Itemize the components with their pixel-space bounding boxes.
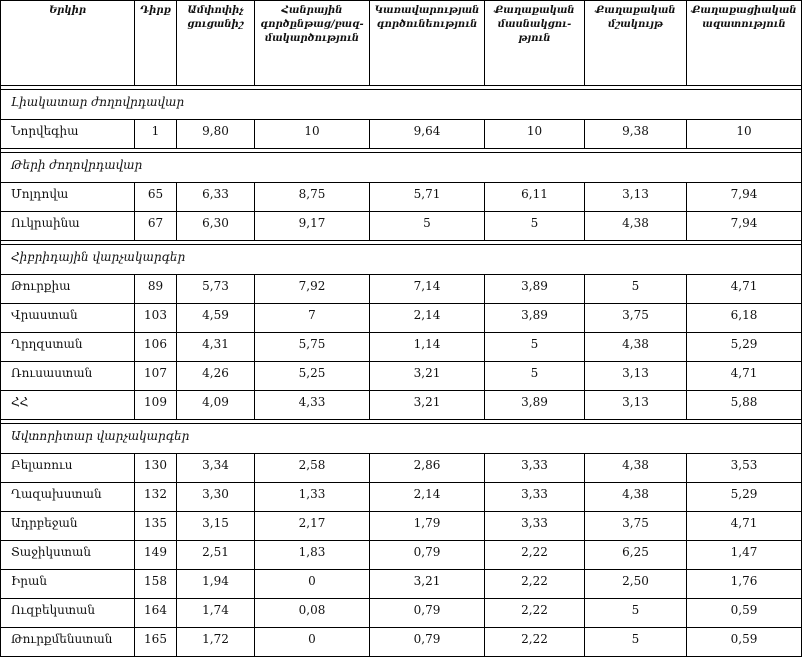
country-cell: Ուկրաինա <box>1 212 135 241</box>
score-cell: 4,38 <box>585 483 687 512</box>
column-header-political-culture: Քաղաքական մշակույթ <box>585 1 687 86</box>
score-cell: 3,33 <box>485 512 585 541</box>
score-cell: 3,53 <box>687 454 802 483</box>
score-cell: 5 <box>585 599 687 628</box>
country-cell: Տաջիկստան <box>1 541 135 570</box>
score-cell: 6,33 <box>177 183 255 212</box>
score-cell: 5 <box>585 628 687 657</box>
score-cell: 5,71 <box>370 183 485 212</box>
score-cell: 1,79 <box>370 512 485 541</box>
score-cell: 4,38 <box>585 212 687 241</box>
score-cell: 5,29 <box>687 483 802 512</box>
column-header-civil-liberties: Քաղաքացիական ազատություն <box>687 1 802 86</box>
score-cell: 4,59 <box>177 304 255 333</box>
section-title: Լիակատար ժողովրդավար <box>1 90 802 120</box>
score-cell: 3,33 <box>485 454 585 483</box>
score-cell: 0,79 <box>370 628 485 657</box>
score-cell: 5 <box>485 362 585 391</box>
country-cell: Իրան <box>1 570 135 599</box>
score-cell: 0,59 <box>687 628 802 657</box>
score-cell: 9,80 <box>177 120 255 149</box>
table-row <box>1 512 802 541</box>
score-cell: 3,21 <box>370 362 485 391</box>
section-heading-row <box>1 245 802 275</box>
table-row <box>1 541 802 570</box>
table-row <box>1 483 802 512</box>
score-cell: 3,75 <box>585 512 687 541</box>
rank-cell: 107 <box>135 362 177 391</box>
table-row <box>1 391 802 420</box>
score-cell: 5 <box>485 333 585 362</box>
score-cell: 7 <box>255 304 370 333</box>
score-cell: 2,22 <box>485 599 585 628</box>
column-header-government-functioning: Կառավարության գործունեություն <box>370 1 485 86</box>
header-row <box>1 1 802 86</box>
score-cell: 4,71 <box>687 512 802 541</box>
score-cell: 4,26 <box>177 362 255 391</box>
score-cell: 2,22 <box>485 570 585 599</box>
table-row <box>1 120 802 149</box>
score-cell: 7,92 <box>255 275 370 304</box>
rank-cell: 164 <box>135 599 177 628</box>
rank-cell: 158 <box>135 570 177 599</box>
score-cell: 3,33 <box>485 483 585 512</box>
score-cell: 2,17 <box>255 512 370 541</box>
rank-cell: 89 <box>135 275 177 304</box>
score-cell: 2,14 <box>370 304 485 333</box>
score-cell: 5 <box>370 212 485 241</box>
country-cell: Թուրքմենստան <box>1 628 135 657</box>
score-cell: 1,72 <box>177 628 255 657</box>
score-cell: 1,74 <box>177 599 255 628</box>
score-cell: 6,11 <box>485 183 585 212</box>
section-heading-row <box>1 90 802 120</box>
table-row <box>1 304 802 333</box>
section-title: Թերի ժողովրդավար <box>1 153 802 183</box>
table-row <box>1 362 802 391</box>
section-title: Հիբրիդային վարչակարգեր <box>1 245 802 275</box>
score-cell: 10 <box>255 120 370 149</box>
section-title: Ավտորիտար վարչակարգեր <box>1 424 802 454</box>
score-cell: 0,59 <box>687 599 802 628</box>
country-cell: Վրաստան <box>1 304 135 333</box>
score-cell: 3,13 <box>585 362 687 391</box>
score-cell: 2,58 <box>255 454 370 483</box>
score-cell: 0 <box>255 570 370 599</box>
country-cell: Մոլդովա <box>1 183 135 212</box>
rank-cell: 65 <box>135 183 177 212</box>
score-cell: 5 <box>485 212 585 241</box>
score-cell: 4,38 <box>585 454 687 483</box>
score-cell: 0,79 <box>370 541 485 570</box>
score-cell: 3,89 <box>485 304 585 333</box>
score-cell: 5,75 <box>255 333 370 362</box>
score-cell: 9,17 <box>255 212 370 241</box>
rank-cell: 165 <box>135 628 177 657</box>
score-cell: 6,30 <box>177 212 255 241</box>
rank-cell: 106 <box>135 333 177 362</box>
score-cell: 2,22 <box>485 628 585 657</box>
score-cell: 3,89 <box>485 391 585 420</box>
column-header-electoral-process: Հանրային գործընթաց/բազ- մակարծություն <box>255 1 370 86</box>
score-cell: 1,33 <box>255 483 370 512</box>
table-row <box>1 570 802 599</box>
country-cell: Նորվեգիա <box>1 120 135 149</box>
score-cell: 10 <box>687 120 802 149</box>
rank-cell: 135 <box>135 512 177 541</box>
score-cell: 7,94 <box>687 183 802 212</box>
rank-cell: 103 <box>135 304 177 333</box>
rank-cell: 109 <box>135 391 177 420</box>
score-cell: 2,14 <box>370 483 485 512</box>
column-header-overall-score: Ամփոփիչ ցուցանիշ <box>177 1 255 86</box>
rank-cell: 132 <box>135 483 177 512</box>
country-cell: Ղազախստան <box>1 483 135 512</box>
rank-cell: 1 <box>135 120 177 149</box>
column-header-rank: Դիրք <box>135 1 177 86</box>
country-cell: ՀՀ <box>1 391 135 420</box>
score-cell: 1,47 <box>687 541 802 570</box>
score-cell: 0,08 <box>255 599 370 628</box>
score-cell: 9,64 <box>370 120 485 149</box>
score-cell: 5,29 <box>687 333 802 362</box>
rank-cell: 67 <box>135 212 177 241</box>
country-cell: Բելառուս <box>1 454 135 483</box>
column-header-political-participation: Քաղաքական մասնակցու- թյուն <box>485 1 585 86</box>
score-cell: 0,79 <box>370 599 485 628</box>
country-cell: Ռուսաստան <box>1 362 135 391</box>
table-row <box>1 275 802 304</box>
score-cell: 5,25 <box>255 362 370 391</box>
score-cell: 3,13 <box>585 183 687 212</box>
score-cell: 3,13 <box>585 391 687 420</box>
score-cell: 8,75 <box>255 183 370 212</box>
rank-cell: 130 <box>135 454 177 483</box>
score-cell: 3,15 <box>177 512 255 541</box>
score-cell: 1,94 <box>177 570 255 599</box>
country-cell: Ուզբեկստան <box>1 599 135 628</box>
score-cell: 6,18 <box>687 304 802 333</box>
section-heading-row <box>1 424 802 454</box>
score-cell: 3,30 <box>177 483 255 512</box>
score-cell: 2,51 <box>177 541 255 570</box>
score-cell: 4,09 <box>177 391 255 420</box>
score-cell: 1,76 <box>687 570 802 599</box>
table-body <box>1 86 802 657</box>
country-cell: Ադրբեջան <box>1 512 135 541</box>
score-cell: 4,33 <box>255 391 370 420</box>
score-cell: 4,31 <box>177 333 255 362</box>
country-cell: Թուրքիա <box>1 275 135 304</box>
score-cell: 7,94 <box>687 212 802 241</box>
score-cell: 3,34 <box>177 454 255 483</box>
score-cell: 5,73 <box>177 275 255 304</box>
score-cell: 3,89 <box>485 275 585 304</box>
score-cell: 5,88 <box>687 391 802 420</box>
score-cell: 3,75 <box>585 304 687 333</box>
table-header <box>1 1 802 86</box>
table-row <box>1 599 802 628</box>
table-row <box>1 212 802 241</box>
score-cell: 10 <box>485 120 585 149</box>
table-row <box>1 333 802 362</box>
score-cell: 3,21 <box>370 570 485 599</box>
score-cell: 6,25 <box>585 541 687 570</box>
score-cell: 2,22 <box>485 541 585 570</box>
score-cell: 2,50 <box>585 570 687 599</box>
rank-cell: 149 <box>135 541 177 570</box>
score-cell: 3,21 <box>370 391 485 420</box>
score-cell: 5 <box>585 275 687 304</box>
table-row <box>1 628 802 657</box>
score-cell: 4,71 <box>687 362 802 391</box>
score-cell: 2,86 <box>370 454 485 483</box>
column-header-country: Երկիր <box>1 1 135 86</box>
country-cell: Ղրղզստան <box>1 333 135 362</box>
score-cell: 7,14 <box>370 275 485 304</box>
score-cell: 1,14 <box>370 333 485 362</box>
score-cell: 4,71 <box>687 275 802 304</box>
section-heading-row <box>1 153 802 183</box>
score-cell: 4,38 <box>585 333 687 362</box>
table-row <box>1 454 802 483</box>
score-cell: 0 <box>255 628 370 657</box>
score-cell: 9,38 <box>585 120 687 149</box>
score-cell: 1,83 <box>255 541 370 570</box>
table-row <box>1 183 802 212</box>
